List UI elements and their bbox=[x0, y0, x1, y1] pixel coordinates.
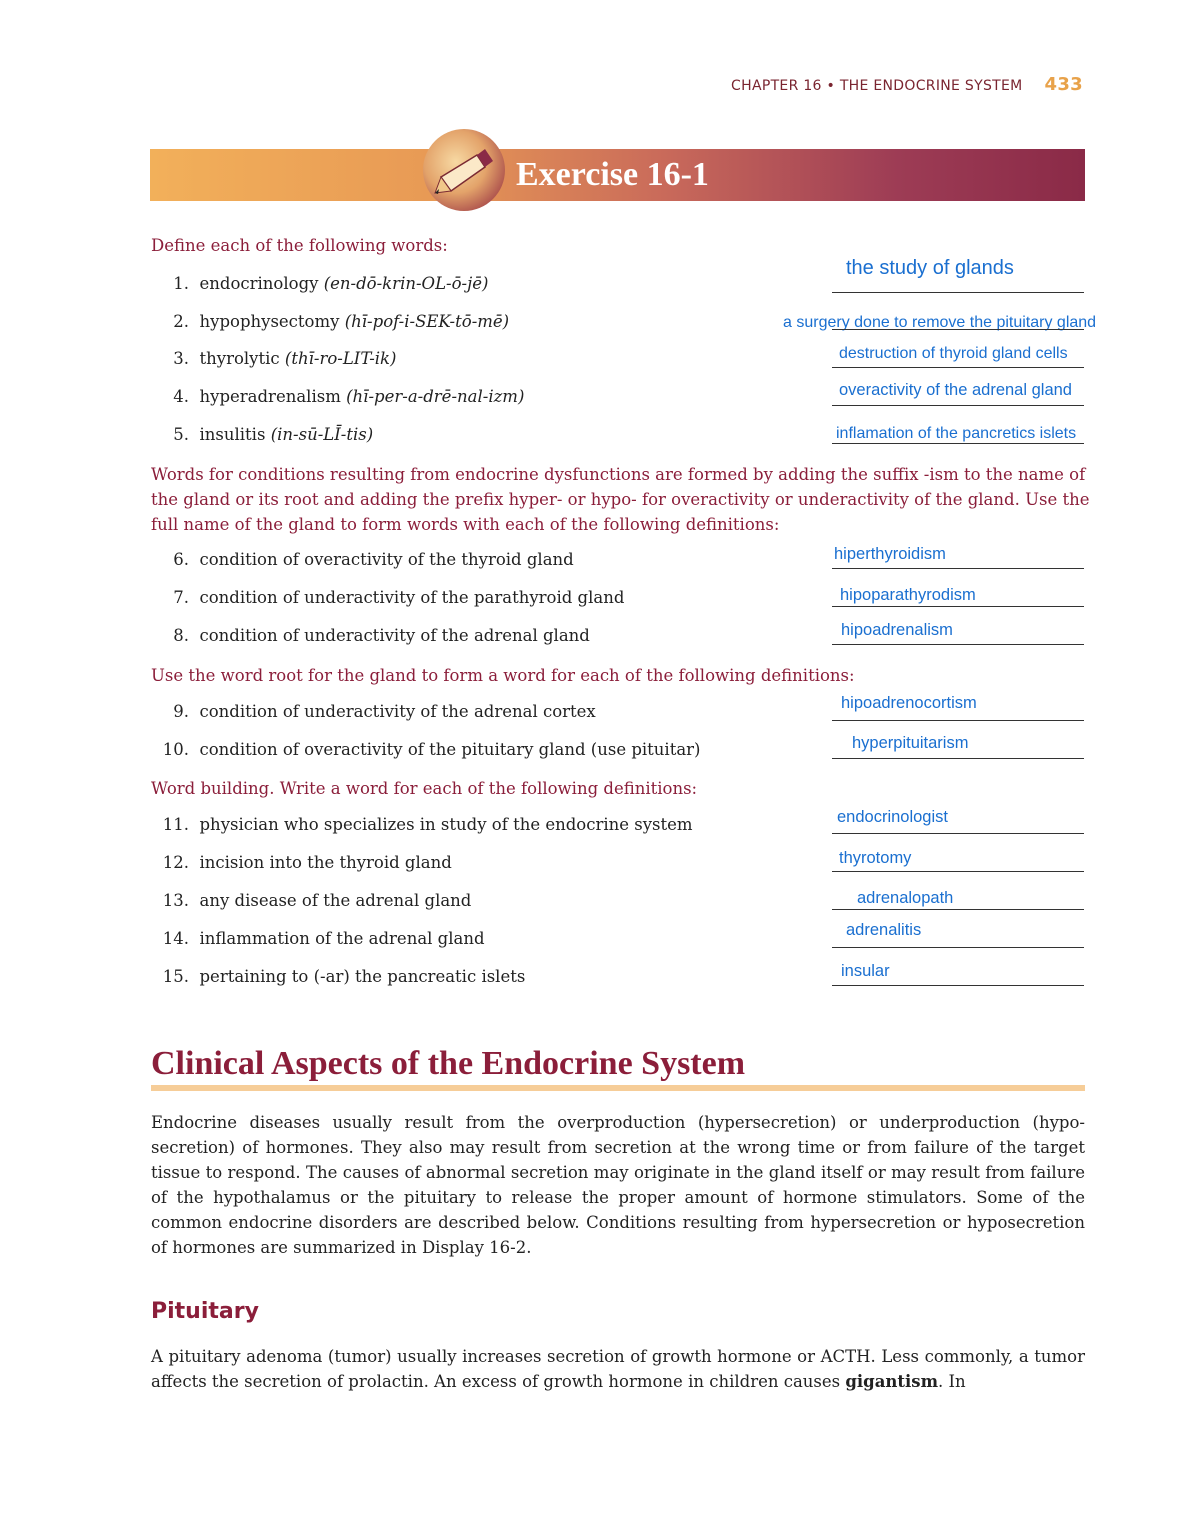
answer-line bbox=[832, 871, 1084, 872]
section-instruction: Word building. Write a word for each of the following definitions: bbox=[151, 779, 698, 798]
answer-line bbox=[832, 292, 1084, 293]
list-item: 10. condition of overactivity of the pituitary gland (use pituitar) bbox=[162, 740, 701, 759]
body-paragraph: A pituitary adenoma (tumor) usually increases secretion of growth hormone or ACTH. Less commonly, a tumor affects the secretion of prolactin. An excess of growth hormone in children causes gigantism. In bbox=[151, 1347, 1085, 1391]
answer-line bbox=[832, 720, 1084, 721]
list-item: 3. thyrolytic (thī-ro-LIT-ik) bbox=[173, 349, 397, 368]
running-header bbox=[731, 74, 1083, 95]
answer-line bbox=[832, 329, 1084, 330]
chapter-label: CHAPTER 16 • THE ENDOCRINE SYSTEM bbox=[731, 78, 1023, 94]
answer-line bbox=[832, 405, 1084, 406]
section-heading: Clinical Aspects of the Endocrine System bbox=[151, 1045, 746, 1082]
answer-field[interactable]: thyrotomy bbox=[839, 849, 912, 867]
list-item: 6. condition of overactivity of the thyroid gland bbox=[173, 550, 574, 569]
answer-line bbox=[832, 367, 1084, 368]
answer-line bbox=[832, 568, 1084, 569]
page-number: 433 bbox=[1044, 74, 1083, 95]
section-instruction: Use the word root for the gland to form a word for each of the following definitions: bbox=[151, 666, 855, 685]
answer-field[interactable]: hipoadrenalism bbox=[841, 621, 953, 639]
section-instruction: Define each of the following words: bbox=[151, 236, 448, 255]
answer-field[interactable]: insular bbox=[841, 962, 890, 980]
answer-field[interactable]: hyperpituitarism bbox=[852, 734, 969, 752]
answer-line bbox=[832, 644, 1084, 645]
list-item: 4. hyperadrenalism (hī-per-a-drē-nal-izm) bbox=[173, 387, 525, 406]
answer-line bbox=[832, 985, 1084, 986]
list-item: 12. incision into the thyroid gland bbox=[162, 853, 452, 872]
answer-field[interactable]: hipoadrenocortism bbox=[841, 694, 977, 712]
answer-field[interactable]: hipoparathyrodism bbox=[840, 586, 976, 604]
answer-field[interactable]: overactivity of the adrenal gland bbox=[839, 381, 1072, 399]
answer-line bbox=[832, 606, 1084, 607]
answer-field[interactable]: adrenalitis bbox=[846, 921, 922, 939]
list-item: 13. any disease of the adrenal gland bbox=[162, 891, 472, 910]
term-gigantism: gigantism bbox=[845, 1372, 939, 1391]
answer-line bbox=[832, 833, 1084, 834]
answer-line bbox=[832, 947, 1084, 948]
answer-line bbox=[832, 443, 1084, 444]
exercise-title: Exercise 16-1 bbox=[516, 156, 709, 193]
answer-field[interactable]: adrenalopath bbox=[857, 889, 954, 907]
answer-field[interactable]: destruction of thyroid gland cells bbox=[839, 345, 1068, 362]
body-paragraph: Endocrine diseases usually result from the overproduction (hypersecretion) or underproduction (hypo-secretion) of hormones. They also may result from secretion at the wrong time or from failure of the target tissue to respond. The causes of abnormal secretion may originate in the gland itself or may result from failure of the hypothalamus or the pituitary to release the proper amount of hormone stimulators. Some of the common endocrine disorders are described below. Conditions resulting from hypersecretion or hyposecretion of hormones are summarized in Display 16-2. bbox=[151, 1113, 1085, 1257]
answer-field[interactable]: inflamation of the pancretics islets bbox=[836, 425, 1077, 442]
list-item: 5. insulitis (in-sū-LĪ-tis) bbox=[173, 425, 374, 444]
list-item: 11. physician who specializes in study of the endocrine system bbox=[162, 815, 693, 834]
list-item: 9. condition of underactivity of the adrenal cortex bbox=[173, 702, 596, 721]
answer-field[interactable]: the study of glands bbox=[846, 257, 1014, 279]
heading-rule bbox=[151, 1085, 1085, 1091]
pencil-icon bbox=[423, 129, 505, 211]
list-item: 14. inflammation of the adrenal gland bbox=[162, 929, 485, 948]
answer-field[interactable]: endocrinologist bbox=[837, 808, 948, 826]
section-instruction: Words for conditions resulting from endocrine dysfunctions are formed by adding the suffix -ism to the name of the gland or its root and adding the prefix hyper- or hypo- for overactivity or underactivity of the gland. Use the full name of the gland to form words with each of the following definitions: bbox=[151, 465, 1090, 534]
answer-line bbox=[832, 758, 1084, 759]
answer-field[interactable]: a surgery done to remove the pituitary gland bbox=[783, 314, 1097, 331]
answer-line bbox=[832, 909, 1084, 910]
list-item: 8. condition of underactivity of the adrenal gland bbox=[173, 626, 590, 645]
list-item: 7. condition of underactivity of the parathyroid gland bbox=[173, 588, 625, 607]
subsection-heading: Pituitary bbox=[151, 1299, 259, 1324]
list-item: 2. hypophysectomy (hī-pof-i-SEK-tō-mē) bbox=[173, 312, 510, 331]
list-item: 15. pertaining to (-ar) the pancreatic islets bbox=[162, 967, 526, 986]
list-item: 1. endocrinology (en-dō-krin-OL-ō-jē) bbox=[173, 274, 489, 293]
answer-field[interactable]: hiperthyroidism bbox=[834, 545, 946, 563]
